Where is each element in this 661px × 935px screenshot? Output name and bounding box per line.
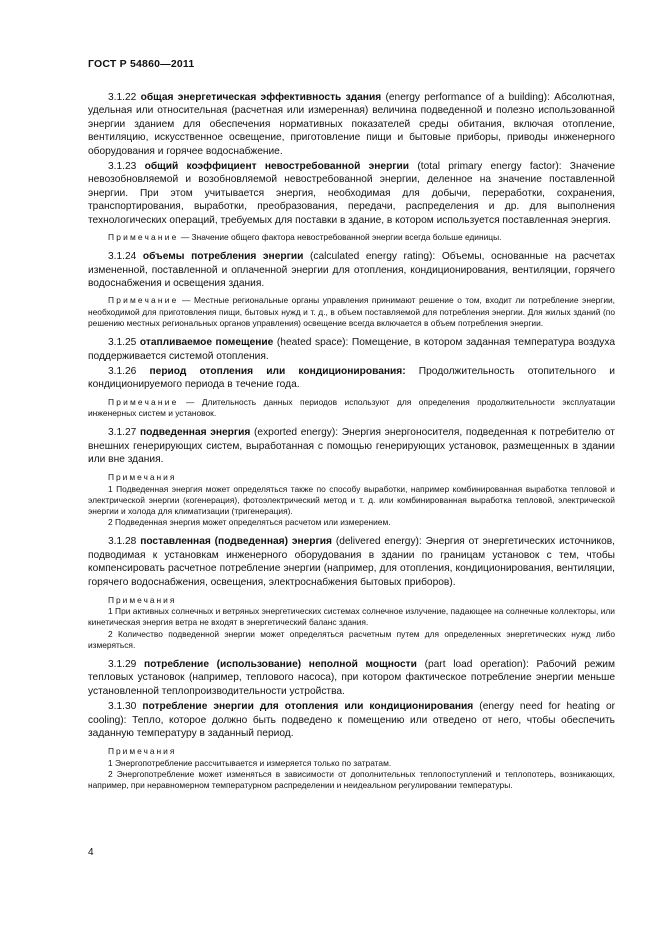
term-number: 3.1.22	[108, 92, 137, 103]
note-3-1-24	[88, 295, 615, 329]
term-definition: (heated space): Помещение, в котором заданная температура воздуха поддерживается системой отопления.	[88, 337, 615, 362]
term-title: общий коэффициент невостребованной энергии	[144, 161, 410, 173]
term-title: поставленная (подведенная) энергия	[140, 536, 332, 548]
document-body	[88, 91, 615, 798]
term-number: 3.1.28	[108, 536, 137, 548]
term-entry-3-1-24	[88, 250, 615, 290]
term-entry-3-1-28	[88, 535, 615, 589]
notes-heading: Примечания	[108, 472, 177, 483]
notes-3-1-30	[88, 746, 615, 791]
term-entry-3-1-29	[88, 658, 615, 698]
term-definition: (delivered energy): Энергия от энергетических источников, подводимая к установкам инженерного оборудования в здании по границам установок с тем, чтобы компенсировать расчетное потребление энергии (например, для отопления, кондиционирования, вентиляции, горячего водоснабжения, освещения, электроснабжения бытовых приборов).	[88, 536, 615, 588]
term-definition: (exported energy): Энергия энергоносителя, подведенная к потребителю от внешних генерирующих систем, выработанная с помощью генерирующих установок, размещенных в здании или вне здания.	[88, 427, 615, 465]
term-number: 3.1.27	[108, 427, 137, 439]
note-label: Примечание	[108, 295, 179, 306]
term-number: 3.1.23	[108, 161, 137, 173]
term-number: 3.1.29	[108, 659, 137, 670]
note-text: — Длительность данных периодов используют для определения продолжительности эксплуатации инженерных систем и установок.	[88, 396, 615, 418]
term-entry-3-1-22	[88, 91, 615, 158]
page-number: 4	[88, 847, 94, 858]
term-entry-3-1-23	[88, 160, 615, 227]
term-title: потребление энергии для отопления или кондиционирования	[142, 701, 474, 713]
term-entry-3-1-26	[88, 365, 615, 392]
note-item: 2 Энергопотребление может изменяться в зависимости от дополнительных теплопоступлений и теплопотерь, возникающих, например, при неравномерном температурном распределении и неидеальном регулировании температуры.	[88, 768, 615, 791]
note-item: 1 Энергопотребление рассчитывается и измеряется только по затратам.	[108, 757, 392, 768]
term-number: 3.1.26	[108, 365, 137, 377]
term-title: подведенная энергия	[140, 427, 251, 439]
term-entry-3-1-30	[88, 700, 615, 740]
note-item: 2 Подведенная энергия может определяться расчетом или измерением.	[108, 517, 391, 528]
term-definition: Продолжительность отопительного и кондиционируемого периода в течение года.	[88, 365, 616, 391]
note-3-1-23	[88, 232, 615, 243]
term-definition: (energy performance of a building): Абсолютная, удельная или относительная (расчетная или измеренная) величина подведенной и полезно использованной энергии зданием для обеспечения нормативных показателей среды обитания, включая отопление, вентиляцию, искусственное освещение, приготовление пищи и бытовые приборы, приводы инженерного оборудования и горячее водоснабжение.	[88, 92, 615, 157]
term-number: 3.1.24	[108, 251, 137, 263]
term-entry-3-1-27	[88, 426, 615, 466]
term-title: период отопления или кондиционирования:	[149, 365, 406, 377]
note-label: Примечание	[108, 396, 179, 407]
term-definition: (energy need for heating or cooling): Тепло, которое должно быть подведено к помещению или отведено от него, чтобы обеспечить заданную температуру в заданный период.	[88, 701, 616, 740]
term-number: 3.1.25	[108, 337, 137, 349]
notes-heading: Примечания	[108, 746, 177, 757]
note-3-1-26	[88, 397, 615, 419]
term-title: общая энергетическая эффективность здания	[140, 92, 382, 103]
term-definition: (total primary energy factor): Значение невозобновляемой и возобновляемой невостребованной энергии, деленное на значение поставленной энергии. При этом учитывается энергия, необходимая для добычи, переработки, сохранения, транспортирования, выработки, преобразования, передачи, распределения и др. для выполнения технологических операций, требуемых для поставки в здание, в котором используется поставленная энергия.	[88, 161, 615, 226]
term-title: отапливаемое помещение	[139, 337, 274, 349]
term-title: потребление (использование) неполной мощности	[144, 659, 417, 670]
term-entry-3-1-25	[88, 336, 615, 363]
note-item: 1 При активных солнечных и ветряных энергетических системах солнечное излучение, падающее на солнечные коллекторы, или кинетическая энергия ветра не входят в энергетический баланс здания.	[88, 606, 615, 628]
notes-heading: Примечания	[108, 594, 177, 605]
notes-3-1-27	[88, 472, 615, 528]
term-number: 3.1.30	[108, 701, 137, 713]
note-label: Примечание	[108, 232, 179, 243]
term-title: объемы потребления энергии	[142, 251, 304, 263]
term-definition: (part load operation): Рабочий режим тепловых установок (например, теплового насоса), при котором фактическое потребление энергии меньше установленной теплопроизводительности устройства.	[88, 659, 615, 697]
term-definition: (calculated energy rating): Объемы, основанные на расчетах измененной, поставленной и оплаченной энергии для отопления, кондиционирования, вентиляции, горячего водоснабжения и освещения здания.	[88, 251, 615, 290]
document-header: ГОСТ Р 54860—2011	[88, 58, 195, 70]
note-item: 2 Количество подведенной энергии может определяться расчетным путем для определенных энергетических нужд либо измеряться.	[88, 628, 615, 650]
notes-3-1-28	[88, 595, 615, 651]
note-item: 1 Подведенная энергия может определяться также по способу выработки, например комбинированная выработка тепловой и электрической энергии (когенерация), фотоэлектрический метод и т. д. или комбинированная выработка тепловой, электрической энергии и холода для климатизации (тригенерация).	[88, 483, 615, 516]
note-text: — Местные региональные органы управления принимают решение о том, входит ли потребление энергии, необходимой для приготовления пищи, бытовых нужд и т. д., в объем поставляемой для потребления энергии. Для жилых зданий (по решению местных региональных органов управления) освещение всегда включается в объем потребления энергии.	[88, 295, 616, 328]
note-text: — Значение общего фактора невостребованной энергии всегда больше единицы.	[180, 232, 502, 243]
